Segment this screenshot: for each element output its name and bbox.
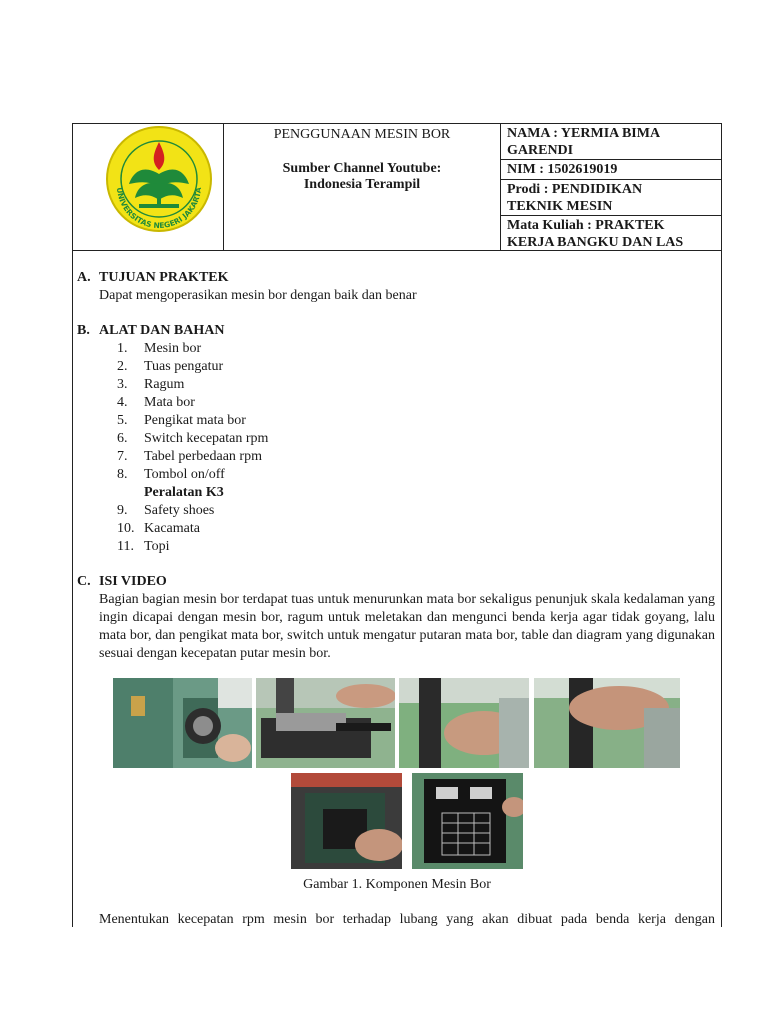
rpm-table-image <box>412 773 523 869</box>
drill-lever-image <box>113 678 252 768</box>
section-b-letter: B. <box>77 323 90 338</box>
list-item-number: 1. <box>117 341 128 356</box>
tools-list <box>117 340 268 556</box>
list-item-number: 11. <box>117 539 134 554</box>
matkul-line-2: KERJA BANGKU DAN LAS <box>507 235 684 250</box>
section-a-title: TUJUAN PRAKTEK <box>99 270 229 285</box>
list-item-number: 4. <box>117 395 128 410</box>
section-c-text-2: Menentukan kecepatan rpm mesin bor terhadap lubang yang akan dibuat pada benda kerja dengan <box>99 912 715 927</box>
info-row-nama <box>501 124 721 160</box>
nama-line-2: GARENDI <box>507 143 574 158</box>
list-item-number: 3. <box>117 377 128 392</box>
document-page <box>72 123 722 927</box>
logo-text: UNIVERSITAS NEGERI JAKARTA <box>114 186 204 231</box>
list-item-label: Switch kecepatan rpm <box>144 431 269 446</box>
list-item <box>117 412 268 430</box>
k3-subheading: Peralatan K3 <box>144 485 224 500</box>
drill-bit-image <box>399 678 529 768</box>
matkul-line-1: Mata Kuliah : PRAKTEK <box>507 218 665 233</box>
list-item <box>117 538 268 556</box>
figure-caption: Gambar 1. Komponen Mesin Bor <box>303 877 491 892</box>
drill-chuck-image <box>534 678 680 768</box>
header-table <box>73 124 721 251</box>
list-item <box>117 394 268 412</box>
source-line-1: Sumber Channel Youtube: <box>282 161 442 176</box>
photo-lever <box>113 678 252 768</box>
list-item-label: Topi <box>144 539 170 554</box>
list-item-number: 9. <box>117 503 128 518</box>
list-item <box>117 358 268 376</box>
list-item <box>117 466 268 484</box>
list-item-label: Ragum <box>144 377 185 392</box>
prodi-line-2: TEKNIK MESIN <box>507 199 613 214</box>
list-item-label: Tuas pengatur <box>144 359 224 374</box>
vise-image <box>256 678 395 768</box>
nama-line-1: NAMA : YERMIA BIMA <box>507 126 661 141</box>
list-item <box>117 340 268 358</box>
list-item <box>117 430 268 448</box>
photo-table <box>412 773 523 869</box>
list-item-label: Mesin bor <box>144 341 202 356</box>
section-a-text: Dapat mengoperasikan mesin bor dengan baik dan benar <box>99 288 417 303</box>
section-c-text: Bagian bagian mesin bor terdapat tuas untuk menurunkan mata bor sekaligus penunjuk skala kedalaman yang ingin dicapai dengan mesin bor, ragum untuk meletakan dan mengunci benda kerja agar tidak goyang, lalu mata bor, dan pengikat mata bor, switch untuk mengatur putaran mata bor, table dan diagram yang digunakan sesuai dengan kecepatan putar mesin bor. <box>99 592 715 661</box>
list-item-number: 5. <box>117 413 128 428</box>
section-c-heading <box>77 573 167 591</box>
document-title: PENGGUNAAN MESIN BOR <box>273 127 451 142</box>
photo-drill-bit <box>399 678 529 768</box>
list-item-label: Tombol on/off <box>144 467 225 482</box>
logo-cell <box>73 124 224 250</box>
section-b-title: ALAT DAN BAHAN <box>99 323 225 338</box>
section-a-heading <box>77 269 229 287</box>
photo-chuck <box>534 678 680 768</box>
nim-line: NIM : 1502619019 <box>507 162 618 177</box>
section-b-heading <box>77 322 225 340</box>
prodi-line-1: Prodi : PENDIDIKAN <box>507 182 643 197</box>
list-item-label: Pengikat mata bor <box>144 413 246 428</box>
section-c-title: ISI VIDEO <box>99 574 167 589</box>
list-item-number: 2. <box>117 359 128 374</box>
section-c-letter: C. <box>77 574 91 589</box>
list-item-label: Safety shoes <box>144 503 215 518</box>
section-a-letter: A. <box>77 270 91 285</box>
university-logo <box>73 124 223 250</box>
list-item-number: 8. <box>117 467 128 482</box>
photo-switch <box>291 773 402 869</box>
list-item <box>117 520 268 538</box>
info-row-prodi <box>501 180 721 216</box>
speed-switch-image <box>291 773 402 869</box>
info-row-nim <box>501 160 721 180</box>
source-line-2: Indonesia Terampil <box>303 177 421 192</box>
list-item-label: Kacamata <box>144 521 200 536</box>
info-row-matkul <box>501 216 721 250</box>
list-item-number: 6. <box>117 431 128 446</box>
student-info-cell <box>501 124 721 250</box>
list-item <box>117 376 268 394</box>
list-item-number: 10. <box>117 521 135 536</box>
list-item-label: Tabel perbedaan rpm <box>144 449 262 464</box>
list-item-number: 7. <box>117 449 128 464</box>
title-cell <box>224 124 501 250</box>
list-item <box>117 502 268 520</box>
list-item <box>117 448 268 466</box>
list-item-label: Mata bor <box>144 395 195 410</box>
photo-vise <box>256 678 395 768</box>
